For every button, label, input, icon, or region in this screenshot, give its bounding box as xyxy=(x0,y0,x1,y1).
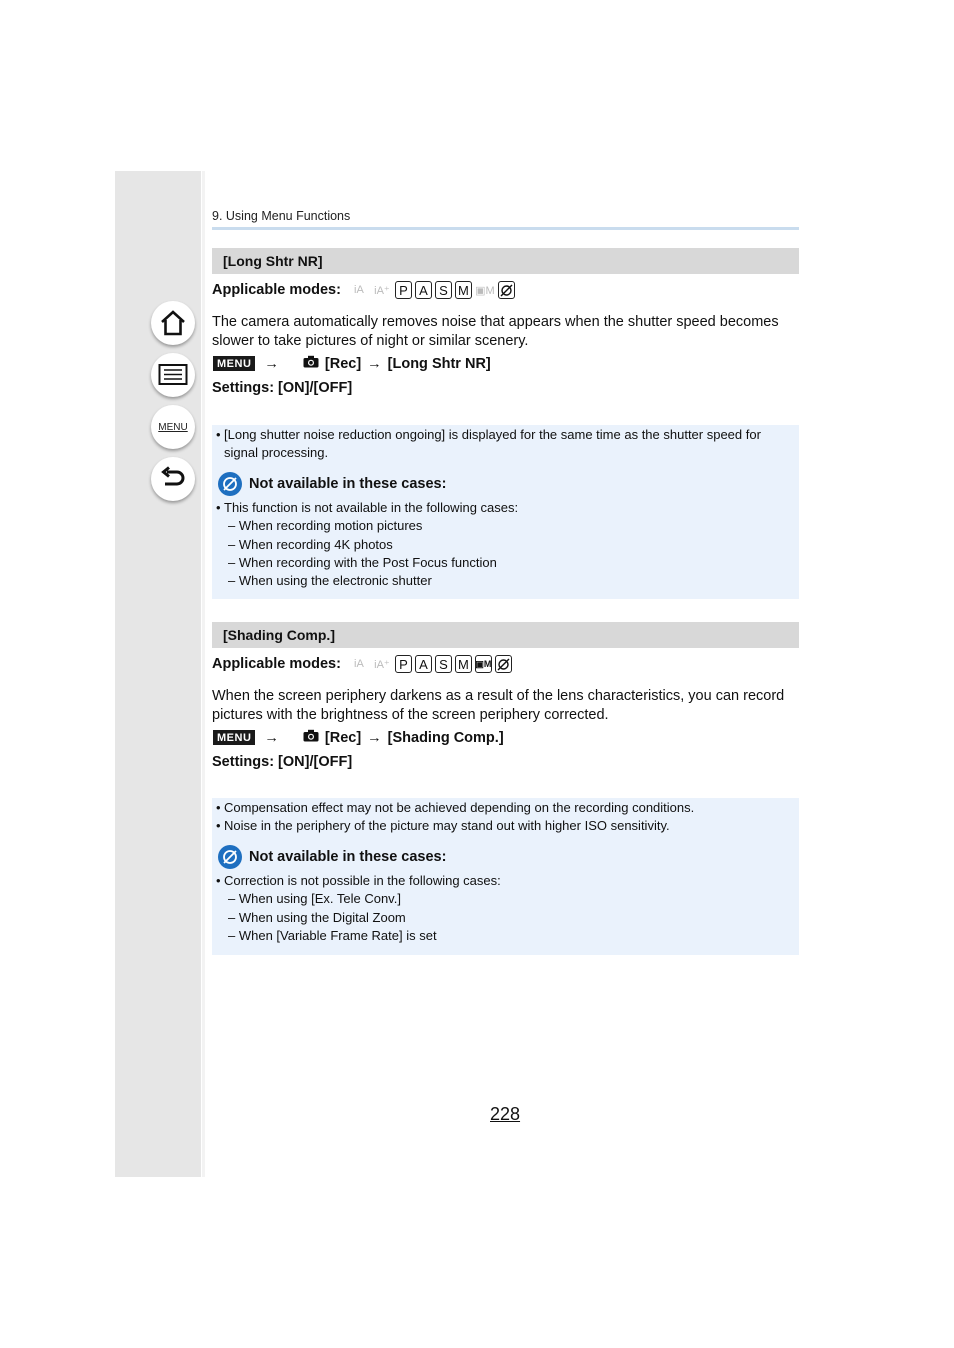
back-button[interactable] xyxy=(151,457,195,501)
mode-m-icon: M xyxy=(455,655,472,673)
menu-path-item: [Shading Comp.] xyxy=(387,729,504,746)
home-icon xyxy=(159,309,187,337)
menu-label: MENU xyxy=(158,421,188,433)
mode-a-icon: A xyxy=(415,655,432,673)
contents-button[interactable] xyxy=(151,353,195,397)
note-item xyxy=(216,799,793,817)
note-item xyxy=(216,817,793,835)
settings-values: Settings: [ON]/[OFF] xyxy=(212,754,353,770)
not-available-heading xyxy=(218,845,793,869)
mode-ia-icon: iA xyxy=(354,658,364,670)
section-title-long-shtr-nr: [Long Shtr NR] xyxy=(212,248,799,274)
settings-values: Settings: [ON]/[OFF] xyxy=(212,380,353,396)
mode-a-icon: A xyxy=(415,281,432,299)
notes-box xyxy=(212,798,799,955)
mode-m-icon: M xyxy=(455,281,472,299)
prohibited-icon xyxy=(218,845,242,869)
section-description: The camera automatically removes noise that appears when the shutter speed becomes slower to take pictures of night or similar scenery. xyxy=(212,314,779,349)
arrow-icon: → xyxy=(367,729,382,746)
back-arrow-icon xyxy=(159,466,187,492)
not-available-title: Not available in these cases: xyxy=(249,475,447,492)
bullet: • xyxy=(216,818,221,834)
mode-ia-icon: iA xyxy=(354,284,364,296)
arrow-icon: → xyxy=(264,729,279,746)
list-icon xyxy=(158,363,188,387)
header-rule xyxy=(212,227,799,230)
list-item: – When using [Ex. Tele Conv.] xyxy=(228,891,401,907)
menu-path-rec: [Rec] xyxy=(324,729,362,746)
camera-icon xyxy=(303,355,319,372)
page-number: 228 xyxy=(490,1104,521,1124)
arrow-icon: → xyxy=(264,355,279,372)
not-available-heading xyxy=(218,472,793,496)
bullet: • xyxy=(216,872,221,888)
note-item xyxy=(216,426,793,463)
list-item: – When recording 4K photos xyxy=(228,536,393,552)
home-button[interactable] xyxy=(151,301,195,345)
list-item: – When using the electronic shutter xyxy=(228,573,432,589)
list-item: – When recording with the Post Focus function xyxy=(228,555,497,571)
list-item: – When using the Digital Zoom xyxy=(228,909,406,925)
list-item: – When recording motion pictures xyxy=(228,518,423,534)
breadcrumb: 9. Using Menu Functions xyxy=(212,209,351,223)
note-text: This function is not available in the following cases: xyxy=(224,499,519,515)
bullet: • xyxy=(216,427,221,442)
notes-box xyxy=(212,425,799,599)
menu-button[interactable] xyxy=(151,405,195,449)
applicable-modes xyxy=(212,281,518,299)
mode-ia-plus-icon: iA⁺ xyxy=(374,284,390,297)
list-item: – When [Variable Frame Rate] is set xyxy=(228,928,437,944)
menu-path-item: [Long Shtr NR] xyxy=(387,355,491,372)
applicable-modes xyxy=(212,655,515,673)
bullet: • xyxy=(216,499,221,515)
section-title-shading-comp: [Shading Comp.] xyxy=(212,622,799,648)
menu-path xyxy=(213,355,491,372)
note-text: Correction is not possible in the following cases: xyxy=(224,872,501,888)
note-text: Noise in the periphery of the picture may stand out with higher ISO sensitivity. xyxy=(224,818,670,834)
not-available-intro xyxy=(216,872,793,890)
mode-s-icon: S xyxy=(435,655,452,673)
not-available-intro xyxy=(216,499,793,517)
creative-video-mode-icon: ▣M xyxy=(475,284,495,297)
sidebar-divider xyxy=(202,171,205,1177)
menu-path-rec: [Rec] xyxy=(324,355,362,372)
custom-mode-icon xyxy=(495,655,512,673)
bullet: • xyxy=(216,800,221,815)
applicable-modes-label: Applicable modes: xyxy=(212,282,341,298)
camera-icon xyxy=(303,729,319,746)
menu-path xyxy=(213,729,504,746)
mode-p-icon: P xyxy=(395,655,412,673)
menu-badge: MENU xyxy=(213,730,255,745)
section-description: When the screen periphery darkens as a result of the lens characteristics, you can record pictures with the brightness of the screen periphery corrected. xyxy=(212,688,785,723)
mode-s-icon: S xyxy=(435,281,452,299)
custom-mode-icon xyxy=(498,281,515,299)
creative-video-mode-icon: ▣M xyxy=(475,655,492,673)
note-text: Compensation effect may not be achieved depending on the recording conditions. xyxy=(224,800,695,815)
arrow-icon: → xyxy=(367,355,382,372)
not-available-title: Not available in these cases: xyxy=(249,848,447,865)
mode-ia-plus-icon: iA⁺ xyxy=(374,658,390,671)
applicable-modes-label: Applicable modes: xyxy=(212,656,341,672)
prohibited-icon xyxy=(218,472,242,496)
mode-p-icon: P xyxy=(395,281,412,299)
note-text: [Long shutter noise reduction ongoing] is displayed for the same time as the shutter speed for signal processing. xyxy=(224,427,761,461)
menu-badge: MENU xyxy=(213,356,255,371)
